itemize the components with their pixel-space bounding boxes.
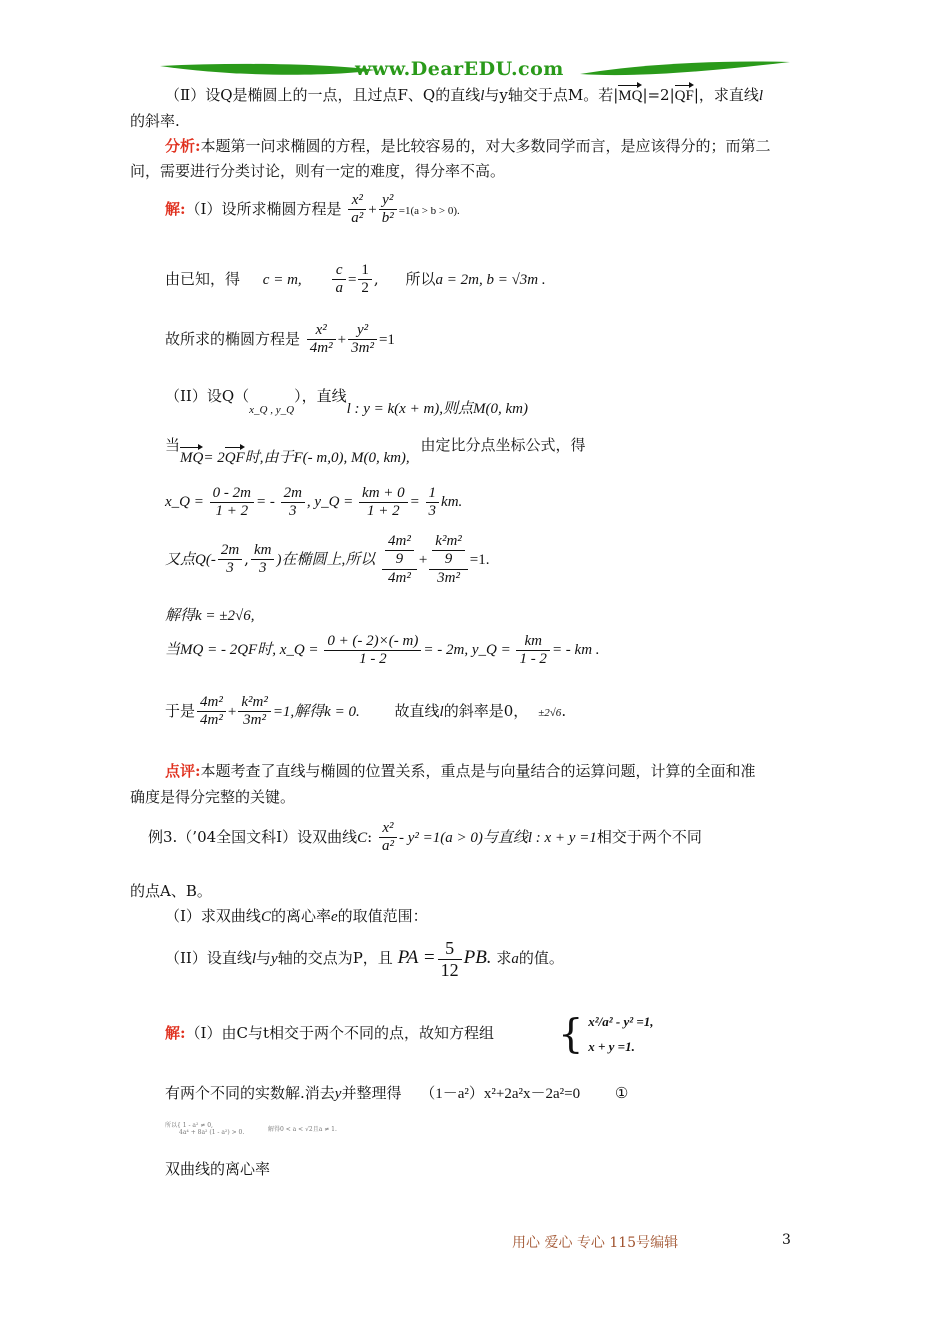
known-line: 由已知，得 c = m, $\frac{c}{a}$ = $\frac{1}{2}$ , 所以a = 2m, b = √3m .	[165, 262, 546, 297]
page-number: 3	[782, 1232, 791, 1248]
solution1-tail: =1(a > b > 0).	[398, 204, 460, 217]
example3-line2: 的点A、B。	[130, 882, 212, 900]
point-line: 又点Q(- $\frac{2m}{3}$ , $\frac{km}{3}$ )在椭圆上,所以 $\frac{\frac{\text{4m²}}{9}}{\text{4m²}}$ + $\frac{\frac{\text{k²m²}}{9}}{\text{3m²}}$ =1.	[165, 533, 490, 586]
example3-q2: （II）设直线l与y轴的交点为P，且 PA = $\frac{5}{12}$ PB. 求a的值。	[165, 938, 564, 980]
frac-5-12: $\frac{5}{12}$	[438, 938, 462, 980]
q-l1: l	[480, 88, 485, 104]
ellipse-text: 故所求的椭圆方程是	[165, 329, 301, 348]
comment-line2: 确度是得分完整的关键。	[130, 788, 296, 806]
ex3-pa: PA =	[397, 947, 436, 969]
frac-yq2: $\frac{1}{3}$	[426, 485, 440, 521]
frac-half: $\frac{1}{2}$	[358, 262, 372, 298]
frac-compound-b: $\frac{\frac{\text{k²m²}}{9}}{\text{3m²}}$	[429, 533, 467, 587]
frac-when2-2: $\frac{km}{1 - 2}$	[516, 633, 550, 669]
frac-yq1: $\frac{km + 0}{1 + 2}$	[359, 485, 408, 521]
then-line: 于是 $\frac{\text{4m²}}{\text{4m²}}$ + $\frac{\text{k²m²}}{\text{3m²}}$ =1,解得k = 0. 故直线l的斜率是0， ±2√6.	[165, 694, 567, 729]
ex3-b: - y² =1(a > 0)与直线l : x + y =1	[398, 829, 597, 846]
frac-c-a: $\frac{c}{a}$	[332, 262, 346, 298]
example3-q1: （I）求双曲线C的离心率e的取值范围：	[165, 907, 428, 925]
then-a: 于是	[165, 701, 196, 720]
frac-y2-b2: $\frac{\text{y²}}{\text{b²}}$	[379, 192, 397, 228]
q-text-b: 与y轴交于点M。若|	[484, 86, 619, 104]
ellipse-line: 故所求的椭圆方程是 $\frac{\text{x²}}{\text{4m²}}$ + $\frac{\text{y²}}{\text{3m²}}$ =1	[165, 322, 395, 357]
part2-question	[165, 84, 763, 105]
q-text-a: （Ⅱ）设Q是椭圆上的一点，且过点F、Q的直线	[165, 86, 481, 104]
then-d: 的斜率是0，	[443, 701, 529, 720]
when1-c: 时,由于F(- m,0), M(0, km),	[244, 450, 410, 466]
vec-qf2: QF	[224, 450, 245, 466]
when2-line: 当MQ = - 2QF时, x_Q = $\frac{0 + (- 2)\times(- m)}{1 - 2}$ = - 2m, y_Q = $\frac{km}{1 - 2}$ = - km .	[165, 633, 600, 668]
solution3-text: （I）由C与t相交于两个不同的点，故知方程组	[185, 1024, 494, 1042]
known-result: a = 2m, b = √3m .	[435, 271, 546, 288]
frac-y2-3m2: $\frac{\text{y²}}{\text{3m²}}$	[348, 322, 377, 358]
comment-text1: 本题考查了直线与椭圆的位置关系，重点是与向量结合的运算问题，计算的全面和准	[200, 762, 756, 780]
part2-coords: x_Q , y_Q	[249, 404, 295, 416]
q-l2: l	[758, 88, 764, 104]
solution1-text: （I）设所求椭圆方程是	[185, 199, 342, 218]
part2-line: l : y = k(x + m),则点M(0, km)	[346, 401, 529, 417]
system-eq	[558, 1010, 654, 1059]
when1-d: 由定比分点坐标公式，得	[420, 436, 586, 454]
frac-when2-1: $\frac{0 + (- 2)\times(- m)}{1 - 2}$	[324, 633, 421, 669]
system-eq2: x + y =1.	[588, 1038, 635, 1054]
comment-line1	[165, 760, 756, 781]
frac-then-2: $\frac{\text{k²m²}}{\text{3m²}}$	[238, 694, 270, 730]
ex3-pb: PB.	[463, 947, 492, 969]
analysis-label: 分析:	[165, 137, 201, 155]
frac-then-1: $\frac{\text{4m²}}{\text{4m²}}$	[197, 694, 226, 730]
vec-qf: QF	[674, 88, 694, 104]
then-e: ±2√6	[538, 706, 562, 719]
frac-compound-a: $\frac{\frac{\text{4m²}}{9}}{\text{4m²}}$	[382, 533, 417, 587]
frac-2m-3: $\frac{2m}{3}$	[218, 542, 242, 578]
roots-eq: （1－a²）x²+2a²x－2a²=0	[420, 1086, 581, 1102]
point-a: 又点Q(-	[165, 551, 216, 568]
frac-km-3: $\frac{km}{3}$	[251, 542, 275, 578]
example3-line1: 例3.（’04全国文科Ⅰ）设双曲线C: $\frac{\text{x²}}{\text{a²}}$ - y² =1(a > 0)与直线l : x + y =1相交于两个不同	[148, 820, 702, 855]
xq-line: x_Q = $\frac{0 - 2m}{1 + 2}$ = - $\frac{2m}{3}$ , y_Q = $\frac{km + 0}{1 + 2}$ = $\frac{1}{3}$ km.	[165, 485, 463, 520]
system-eq1: x²/a² - y² =1,	[588, 1014, 654, 1029]
ex3-a: 例3.（’04全国文科Ⅰ）设双曲线	[148, 827, 358, 846]
brace-icon: {	[558, 1011, 584, 1058]
frac-x2-a2: $\frac{\text{x²}}{\text{a²}}$	[348, 192, 366, 228]
q-text-d: |，求直线	[693, 86, 759, 104]
circle-one: ①	[614, 1084, 629, 1102]
frac-x2-4m2: $\frac{\text{x²}}{\text{4m²}}$	[307, 322, 336, 358]
solution1-label: 解:	[165, 199, 186, 218]
vec-mq2: MQ	[180, 450, 204, 466]
then-b: =1,解得k = 0.	[272, 703, 360, 720]
frac-x2-a2-hyp: $\frac{\text{x²}}{\text{a²}}$	[379, 820, 397, 856]
then-c: 故直线	[394, 701, 440, 720]
tiny-note: 所以{ 1 - a² ≠ 0, 4a⁴ + 8a² (1 - a²) > 0.	[165, 1122, 245, 1136]
solution3-label: 解:	[165, 1024, 186, 1042]
swoosh-left	[160, 64, 375, 75]
solution1: 解:（I）设所求椭圆方程是 $\frac{\text{x²}}{\text{a²}}$ + $\frac{\text{y²}}{\text{b²}}$ =1(a > b > 0).	[165, 192, 460, 227]
known-text: 由已知，得	[165, 269, 241, 288]
ecc-line: 双曲线的离心率	[165, 1160, 271, 1178]
solution3	[165, 1022, 494, 1043]
when1-a: 当	[165, 436, 181, 454]
tiny-note-result: 解得0 < a < √2且a ≠ 1.	[268, 1126, 337, 1133]
ex3-c: 相交于两个不同	[596, 827, 702, 846]
when1-line: 当MQ= 2QF时,由于F(- m,0), M(0, km), 由定比分点坐标公式，得	[165, 436, 586, 466]
point-b: )在椭圆上,所以	[276, 551, 376, 568]
frac-xq1: $\frac{0 - 2m}{1 + 2}$	[210, 485, 254, 521]
part2-text-a: （II）设Q（	[165, 387, 250, 405]
analysis-line1	[165, 135, 771, 156]
roots-line: 有两个不同的实数解.消去y并整理得 （1－a²）x²+2a²x－2a²=0 ①	[165, 1084, 629, 1102]
analysis-line2: 问，需要进行分类讨论，则有一定的难度，得分率不高。	[130, 162, 506, 180]
q-text-c: |=2|	[642, 86, 675, 104]
vec-mq: MQ	[618, 88, 643, 104]
known-so: 所以	[405, 269, 436, 288]
part2-text-b: ），直线	[294, 387, 347, 405]
solve-k: 解得k = ±2√6,	[165, 608, 255, 624]
xq-lhs: x_Q =	[165, 494, 204, 511]
analysis-text1: 本题第一问求椭圆的方程，是比较容易的，对大多数同学而言，是应该得分的；而第二	[200, 137, 771, 155]
swoosh-right	[580, 62, 790, 76]
when2-a: 当MQ = - 2QF时, x_Q =	[165, 642, 319, 659]
site-logo[interactable]: www.DearEDU.com	[355, 58, 564, 80]
part2-setup	[165, 385, 529, 417]
known-eq1: c = m,	[262, 271, 302, 288]
comment-label: 点评:	[165, 762, 201, 780]
frac-xq2: $\frac{2m}{3}$	[281, 485, 305, 521]
part2-question-line2: 的斜率.	[130, 112, 180, 130]
footer-motto: 用心 爱心 专心 115号编辑	[512, 1235, 679, 1251]
